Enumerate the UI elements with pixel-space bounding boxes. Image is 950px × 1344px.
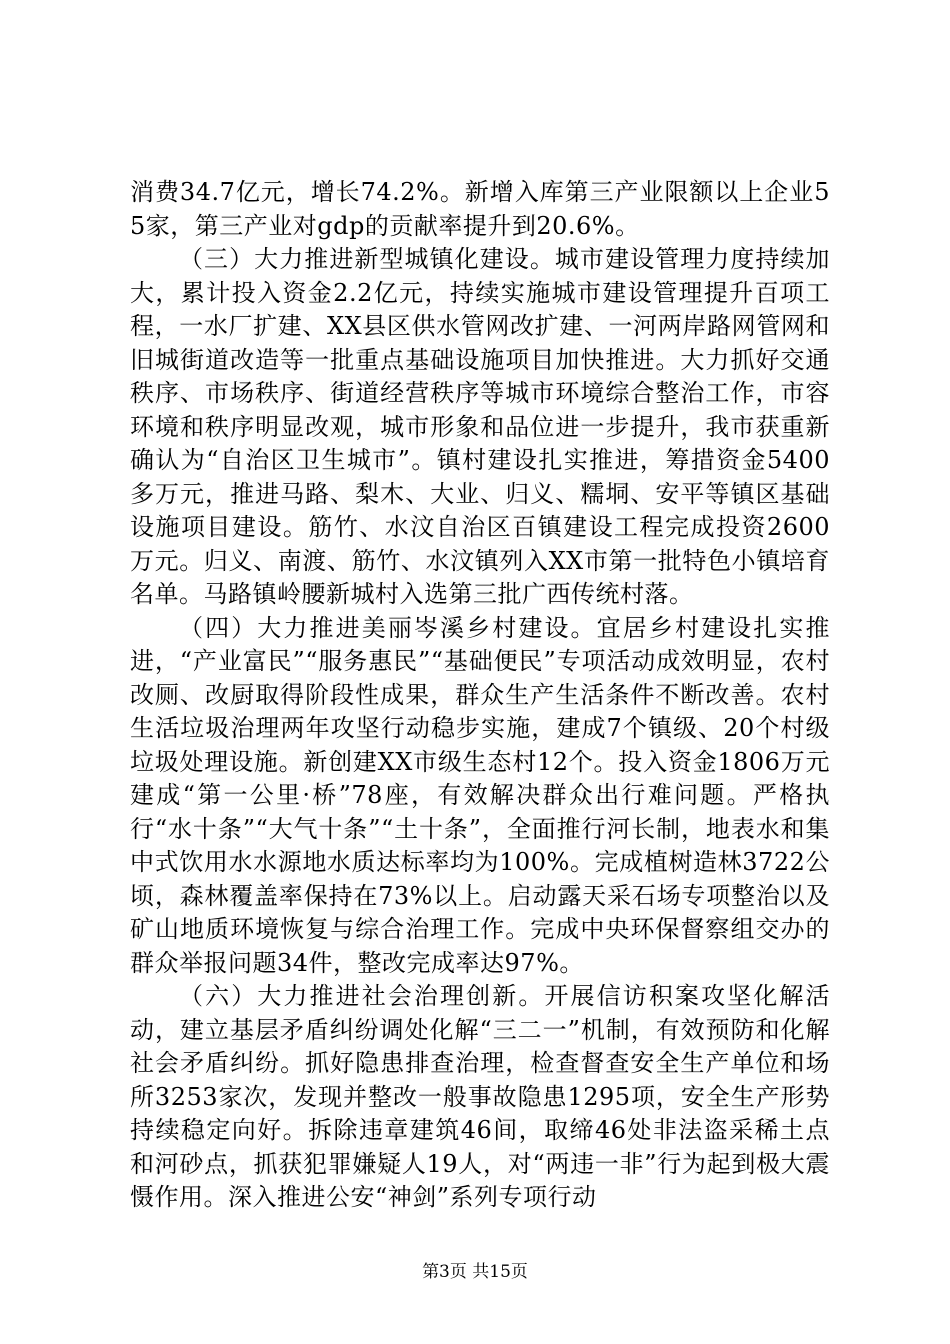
paragraph-social-governance: （六）大力推进社会治理创新。开展信访积案攻坚化解活动，建立基层矛盾纠纷调处化解“三二一”机制，有效预防和化解社会矛盾纠纷。抓好隐患排查治理，检查督查安全生产单位和场所3253家次，发现并整改一般事故隐患1295项，安全生产形势持续稳定向好。拆除违章建筑46间，取缔46处非法盗采稀土点和河砂点，抓获犯罪嫌疑人19人，对“两违一非”行为起到极大震慑作用。深入推进公安“神剑”系列专项行动 [130, 982, 830, 1211]
body-text [130, 176, 830, 1215]
paragraph-rural-construction: （四）大力推进美丽岑溪乡村建设。宜居乡村建设扎实推进，“产业富民”“服务惠民”“基础便民”专项活动成效明显，农村改厕、改厨取得阶段性成果，群众生产生活条件不断改善。农村生活垃圾治理两年攻坚行动稳步实施，建成7个镇级、20个村级垃圾处理设施。新创建XX市级生态村12个。投入资金1806万元建成“第一公里·桥”78座，有效解决群众出行难问题。严格执行“水十条”“大气十条”“土十条”，全面推行河长制，地表水和集中式饮用水水源地水质达标率均为100%。完成植树造林3722公顷，森林覆盖率保持在73%以上。启动露天采石场专项整治以及矿山地质环境恢复与综合治理工作。完成中央环保督察组交办的群众举报问题34件，整改完成率达97%。 [130, 613, 830, 977]
paragraph-continuation: 消费34.7亿元，增长74.2%。新增入库第三产业限额以上企业55家，第三产业对gdp的贡献率提升到20.6%。 [130, 178, 830, 240]
paragraph-urbanization: （三）大力推进新型城镇化建设。城市建设管理力度持续加大，累计投入资金2.2亿元，持续实施城市建设管理提升百项工程，一水厂扩建、XX县区供水管网改扩建、一河两岸路网管网和旧城街道改造等一批重点基础设施项目加快推进。大力抓好交通秩序、市场秩序、街道经营秩序等城市环境综合整治工作，市容环境和秩序明显改观，城市形象和品位进一步提升，我市获重新确认为“自治区卫生城市”。镇村建设扎实推进，筹措资金5400多万元，推进马路、梨木、大业、归义、糯垌、安平等镇区基础设施项目建设。筋竹、水汶自治区百镇建设工程完成投资2600万元。归义、南渡、筋竹、水汶镇列入XX市第一批特色小镇培育名单。马路镇岭腰新城村入选第三批广西传统村落。 [130, 245, 830, 608]
page-number: 第3页 共15页 [422, 1262, 528, 1282]
page-footer [0, 1262, 950, 1282]
